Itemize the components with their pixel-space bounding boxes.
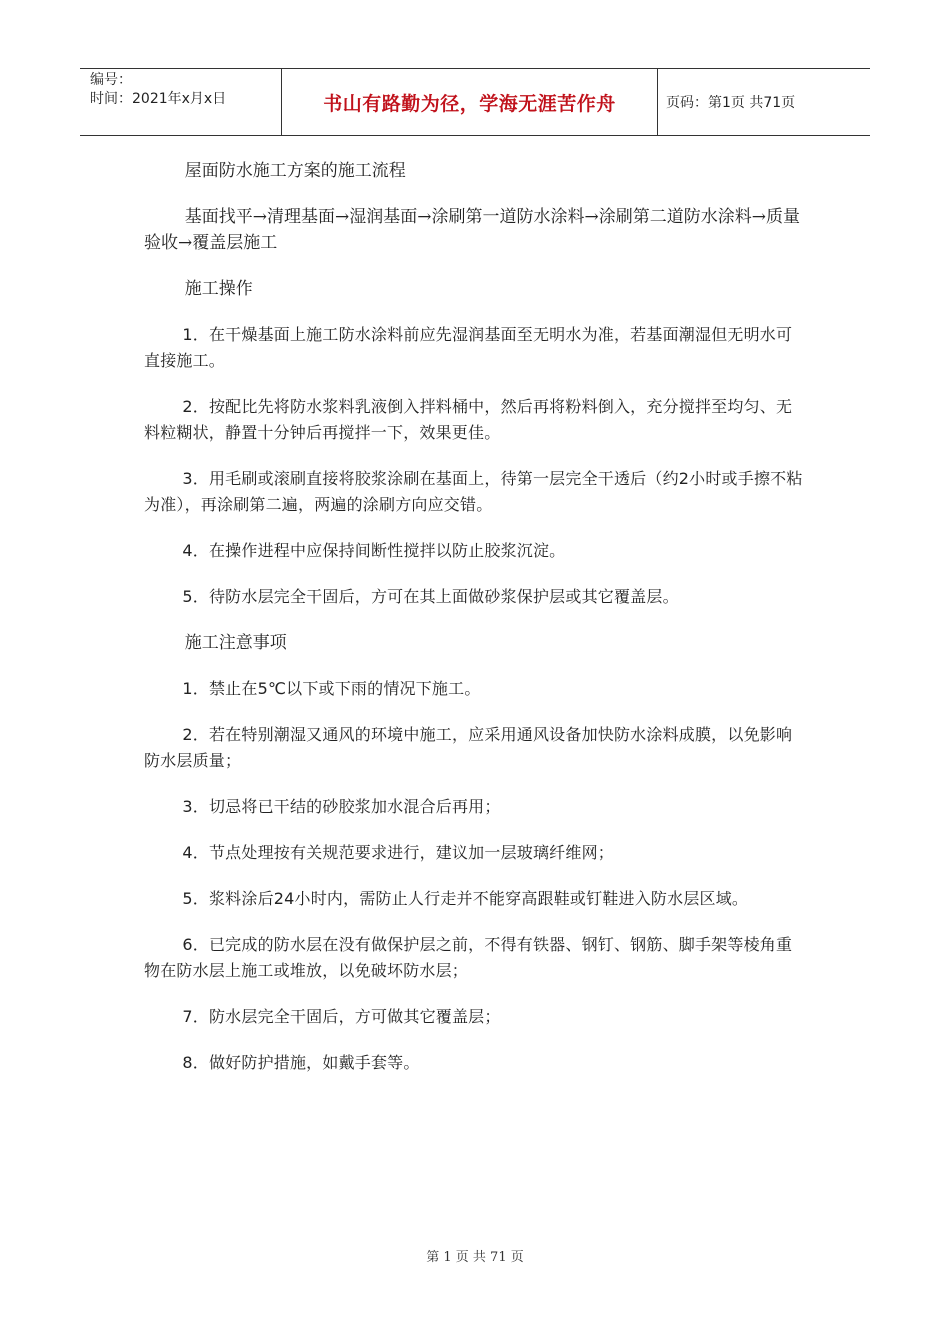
precaution-item: 5．浆料涂后24小时内，需防止人行走并不能穿高跟鞋或钉鞋进入防水层区域。	[182, 889, 749, 908]
section-heading-operation: 施工操作	[184, 279, 253, 299]
header-page-info: 页码：第1页 共71页	[666, 95, 796, 111]
operation-item: 2．按配比先将防水浆料乳液倒入拌料桶中，然后再将粉料倒入，充分搅拌至均匀、无料粒糊状，静置十分钟后再搅拌一下，效果更佳。	[144, 397, 793, 442]
header-motto: 书山有路勤为径，学海无涯苦作舟	[282, 69, 658, 135]
precaution-item: 2．若在特别潮湿又通风的环境中施工，应采用通风设备加快防水涂料成膜，以免影响防水层质量；	[144, 725, 793, 770]
document-header	[80, 68, 870, 136]
document-time-label: 时间：2021年x月x日	[90, 91, 227, 107]
precaution-item: 3．切忌将已干结的砂胶浆加水混合后再用；	[182, 797, 501, 816]
header-meta-cell	[80, 69, 282, 135]
process-flow: 基面找平→清理基面→湿润基面→涂刷第一道防水涂料→涂刷第二道防水涂料→质量验收→覆盖层施工	[144, 207, 801, 253]
operation-item: 5．待防水层完全干固后，方可在其上面做砂浆保护层或其它覆盖层。	[182, 587, 679, 606]
section-heading-precautions: 施工注意事项	[184, 633, 287, 653]
document-body	[144, 158, 808, 1096]
page-footer: 第 1 页 共 71 页	[426, 1250, 524, 1265]
document-number-label: 编号：	[90, 72, 132, 88]
operation-item: 1．在干燥基面上施工防水涂料前应先湿润基面至无明水为准，若基面潮湿但无明水可直接施工。	[144, 325, 793, 370]
operation-item: 4．在操作进程中应保持间断性搅拌以防止胶浆沉淀。	[182, 541, 566, 560]
precaution-item: 7．防水层完全干固后，方可做其它覆盖层；	[182, 1007, 501, 1026]
precaution-item: 1．禁止在5℃以下或下雨的情况下施工。	[182, 679, 481, 698]
precaution-item: 8．做好防护措施，如戴手套等。	[182, 1053, 420, 1072]
precaution-item: 4．节点处理按有关规范要求进行，建议加一层玻璃纤维网；	[182, 843, 614, 862]
document-title: 屋面防水施工方案的施工流程	[184, 161, 406, 181]
precaution-item: 6．已完成的防水层在没有做保护层之前，不得有铁器、钢钉、钢筋、脚手架等棱角重物在防水层上施工或堆放，以免破坏防水层；	[144, 935, 793, 980]
operation-item: 3．用毛刷或滚刷直接将胶浆涂刷在基面上，待第一层完全干透后（约2小时或手擦不粘为准），再涂刷第二遍，两遍的涂刷方向应交错。	[144, 469, 803, 514]
